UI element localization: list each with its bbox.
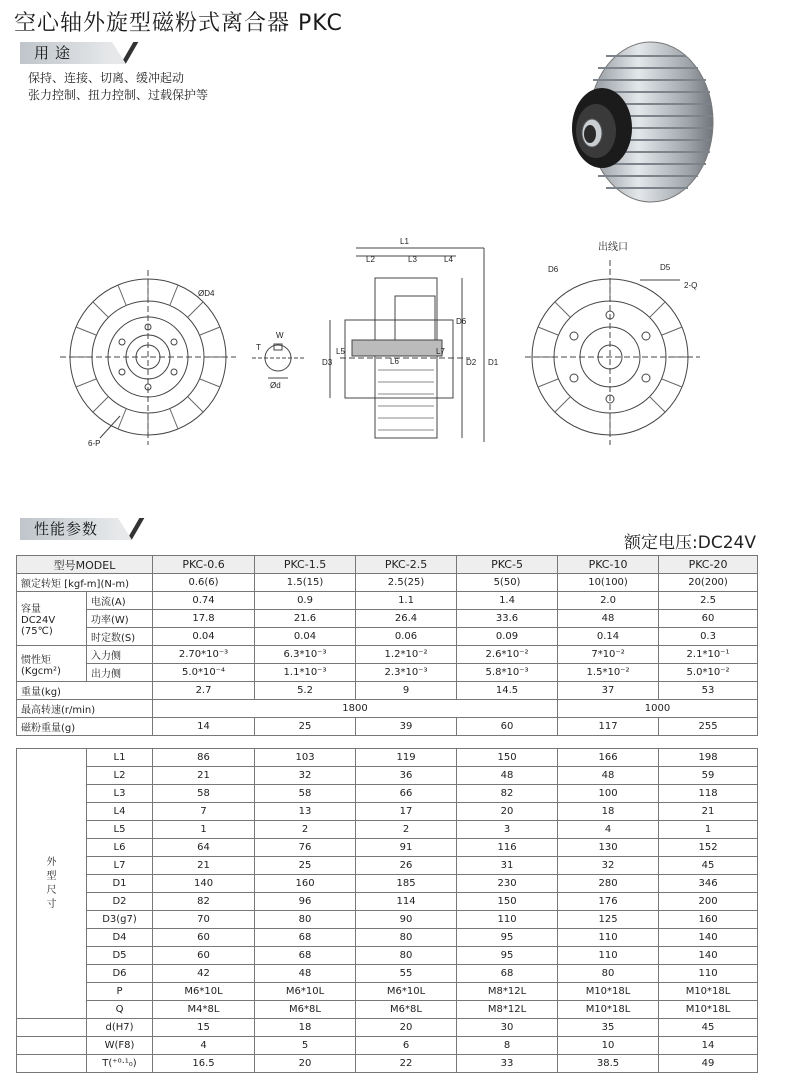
- table-cell: 160: [255, 875, 356, 893]
- row-label: 额定转矩 [kgf-m](N-m): [17, 574, 153, 592]
- table-cell: 5.0*10⁻⁴: [153, 664, 255, 682]
- table-cell: 20: [356, 1019, 457, 1037]
- table-cell: 86: [153, 749, 255, 767]
- table-cell: 0.74: [153, 592, 255, 610]
- table-cell: 5.2: [255, 682, 356, 700]
- table-cell: 53: [659, 682, 758, 700]
- table-cell: 0.6(6): [153, 574, 255, 592]
- table-cell: 59: [659, 767, 758, 785]
- row-label: Q: [87, 1001, 153, 1019]
- label-l5: L5: [336, 347, 345, 356]
- table-cell: 2.0: [558, 592, 659, 610]
- label-2q: 2-Q: [684, 281, 698, 290]
- table-cell: 68: [255, 947, 356, 965]
- header-model-name: PKC-10: [558, 556, 659, 574]
- label-d6-right: D6: [548, 265, 559, 274]
- table-cell: 82: [153, 893, 255, 911]
- label-d2: D2: [466, 358, 477, 367]
- table-cell: 5(50): [457, 574, 558, 592]
- table-cell: 1: [153, 821, 255, 839]
- table-cell: 198: [659, 749, 758, 767]
- label-d4: ØD4: [198, 289, 215, 298]
- table-row: [17, 556, 758, 574]
- table-cell: 91: [356, 839, 457, 857]
- table-cell: 1: [659, 821, 758, 839]
- table-cell: 80: [558, 965, 659, 983]
- table-cell: 176: [558, 893, 659, 911]
- spacer: [17, 1037, 87, 1055]
- table-cell: 60: [153, 947, 255, 965]
- table-row: [17, 664, 758, 682]
- table-cell: 1.4: [457, 592, 558, 610]
- table-cell: 32: [255, 767, 356, 785]
- table-cell: 48: [558, 767, 659, 785]
- label-t: T: [256, 343, 261, 352]
- table-row: [17, 749, 758, 767]
- table-cell: 0.3: [659, 628, 758, 646]
- spacer: [457, 736, 558, 749]
- table-cell: 36: [356, 767, 457, 785]
- table-cell: 21.6: [255, 610, 356, 628]
- table-cell: 7*10⁻²: [558, 646, 659, 664]
- table-cell: 45: [659, 1019, 758, 1037]
- table-cell: 26: [356, 857, 457, 875]
- header-model-name: PKC-2.5: [356, 556, 457, 574]
- table-row: [17, 875, 758, 893]
- table-cell: 130: [558, 839, 659, 857]
- table-cell: 25: [255, 718, 356, 736]
- table-cell: 200: [659, 893, 758, 911]
- row-label: 最高转速(r/min): [17, 700, 153, 718]
- table-cell: 100: [558, 785, 659, 803]
- table-cell: 346: [659, 875, 758, 893]
- label-l6: L6: [390, 357, 399, 366]
- label-l2: L2: [366, 255, 375, 264]
- max-speed-b: 1000: [558, 700, 758, 718]
- table-cell: 20: [457, 803, 558, 821]
- table-row: [17, 821, 758, 839]
- table-cell: 255: [659, 718, 758, 736]
- table-cell: 48: [255, 965, 356, 983]
- table-cell: 2.6*10⁻²: [457, 646, 558, 664]
- header-model-name: PKC-20: [659, 556, 758, 574]
- table-cell: 95: [457, 947, 558, 965]
- table-cell: 30: [457, 1019, 558, 1037]
- table-cell: 18: [558, 803, 659, 821]
- row-label: 入力侧: [87, 646, 153, 664]
- table-cell: 0.04: [255, 628, 356, 646]
- table-cell: 64: [153, 839, 255, 857]
- label-outlet: 出线口: [598, 242, 628, 253]
- row-label: 功率(W): [87, 610, 153, 628]
- table-cell: 150: [457, 749, 558, 767]
- table-cell: 45: [659, 857, 758, 875]
- table-cell: 117: [558, 718, 659, 736]
- product-photo: [566, 36, 716, 208]
- table-row: [17, 1001, 758, 1019]
- table-cell: 119: [356, 749, 457, 767]
- usage-text: [28, 70, 208, 104]
- table-cell: 2: [255, 821, 356, 839]
- table-row: [17, 767, 758, 785]
- table-cell: 21: [153, 857, 255, 875]
- table-cell: 150: [457, 893, 558, 911]
- label-d: Ød: [270, 381, 281, 390]
- table-cell: 1.2*10⁻²: [356, 646, 457, 664]
- table-cell: 1.1*10⁻³: [255, 664, 356, 682]
- table-cell: 70: [153, 911, 255, 929]
- table-cell: 80: [356, 947, 457, 965]
- spacer: [659, 736, 758, 749]
- row-label: d(H7): [87, 1019, 153, 1037]
- table-cell: 5.0*10⁻²: [659, 664, 758, 682]
- usage-heading-text: 用途: [34, 44, 77, 62]
- table-cell: 14: [659, 1037, 758, 1055]
- table-cell: 4: [153, 1037, 255, 1055]
- table-cell: M8*12L: [457, 1001, 558, 1019]
- table-cell: 58: [255, 785, 356, 803]
- table-cell: 6: [356, 1037, 457, 1055]
- table-cell: 55: [356, 965, 457, 983]
- table-cell: 31: [457, 857, 558, 875]
- table-cell: 39: [356, 718, 457, 736]
- row-label: 重量(kg): [17, 682, 153, 700]
- table-cell: 125: [558, 911, 659, 929]
- technical-drawings: [0, 220, 800, 490]
- header-model-name: PKC-0.6: [153, 556, 255, 574]
- table-row: [17, 983, 758, 1001]
- row-label: 磁粉重量(g): [17, 718, 153, 736]
- table-cell: 37: [558, 682, 659, 700]
- table-cell: M6*10L: [153, 983, 255, 1001]
- table-cell: 185: [356, 875, 457, 893]
- spec-table: [16, 555, 758, 1073]
- table-cell: 140: [153, 875, 255, 893]
- label-d3: D3: [322, 358, 333, 367]
- label-l3: L3: [408, 255, 417, 264]
- rated-voltage: 额定电压:DC24V: [624, 533, 756, 553]
- table-cell: 26.4: [356, 610, 457, 628]
- spacer: [356, 736, 457, 749]
- row-label: L2: [87, 767, 153, 785]
- row-label: W(F8): [87, 1037, 153, 1055]
- spacer: [17, 736, 87, 749]
- table-cell: M6*8L: [356, 1001, 457, 1019]
- row-label: L7: [87, 857, 153, 875]
- table-row: [17, 610, 758, 628]
- spacer: [87, 736, 153, 749]
- table-row: [17, 803, 758, 821]
- table-cell: 8: [457, 1037, 558, 1055]
- table-cell: 80: [255, 911, 356, 929]
- table-row: [17, 947, 758, 965]
- table-row: [17, 1055, 758, 1073]
- table-cell: 5.8*10⁻³: [457, 664, 558, 682]
- table-cell: 48: [457, 767, 558, 785]
- table-cell: 114: [356, 893, 457, 911]
- row-label: D1: [87, 875, 153, 893]
- table-cell: 16.5: [153, 1055, 255, 1073]
- table-cell: 230: [457, 875, 558, 893]
- table-cell: 35: [558, 1019, 659, 1037]
- header-model-name: PKC-5: [457, 556, 558, 574]
- usage-line: 张力控制、扭力控制、过载保护等: [28, 88, 209, 102]
- table-cell: 20: [255, 1055, 356, 1073]
- table-cell: 32: [558, 857, 659, 875]
- row-label: 时定数(S): [87, 628, 153, 646]
- table-cell: 0.06: [356, 628, 457, 646]
- table-cell: 14: [153, 718, 255, 736]
- table-cell: 160: [659, 911, 758, 929]
- label-l7: L7: [436, 347, 445, 356]
- table-cell: 18: [255, 1019, 356, 1037]
- table-cell: M6*10L: [255, 983, 356, 1001]
- table-cell: 76: [255, 839, 356, 857]
- row-label: D3(g7): [87, 911, 153, 929]
- table-cell: 49: [659, 1055, 758, 1073]
- row-label: L5: [87, 821, 153, 839]
- table-row: [17, 718, 758, 736]
- table-cell: 17: [356, 803, 457, 821]
- row-label: T(⁺⁰·¹₀): [87, 1055, 153, 1073]
- table-cell: 0.14: [558, 628, 659, 646]
- table-cell: 66: [356, 785, 457, 803]
- table-row: [17, 785, 758, 803]
- table-cell: 33: [457, 1055, 558, 1073]
- table-row: [17, 736, 758, 749]
- table-cell: M6*8L: [255, 1001, 356, 1019]
- table-cell: 5: [255, 1037, 356, 1055]
- table-row: [17, 911, 758, 929]
- table-cell: 48: [558, 610, 659, 628]
- table-cell: 10: [558, 1037, 659, 1055]
- spacer: [17, 1019, 87, 1037]
- table-row: [17, 839, 758, 857]
- group-label: 惯性矩 (Kgcm²): [17, 646, 87, 682]
- row-label: L6: [87, 839, 153, 857]
- usage-line: 保持、连接、切离、缓冲起动: [28, 71, 185, 85]
- table-cell: 68: [457, 965, 558, 983]
- table-cell: 13: [255, 803, 356, 821]
- row-label: L4: [87, 803, 153, 821]
- table-cell: 0.9: [255, 592, 356, 610]
- row-label: 电流(A): [87, 592, 153, 610]
- table-cell: 2: [356, 821, 457, 839]
- table-row: [17, 646, 758, 664]
- max-speed-a: 1800: [153, 700, 558, 718]
- table-cell: M6*10L: [356, 983, 457, 1001]
- row-label: D6: [87, 965, 153, 983]
- table-cell: 21: [153, 767, 255, 785]
- specs-heading-text: 性能参数: [34, 520, 99, 538]
- table-cell: 118: [659, 785, 758, 803]
- header-model-name: PKC-1.5: [255, 556, 356, 574]
- table-cell: 166: [558, 749, 659, 767]
- table-cell: 42: [153, 965, 255, 983]
- table-cell: 60: [153, 929, 255, 947]
- table-cell: 280: [558, 875, 659, 893]
- table-cell: 14.5: [457, 682, 558, 700]
- table-cell: M4*8L: [153, 1001, 255, 1019]
- table-cell: 10(100): [558, 574, 659, 592]
- group-label: 外 型 尺 寸: [17, 749, 87, 1019]
- label-w: W: [276, 331, 284, 340]
- spacer: [255, 736, 356, 749]
- spacer: [153, 736, 255, 749]
- page-title: 空心轴外旋型磁粉式离合器 PKC: [14, 11, 343, 36]
- table-cell: 2.70*10⁻³: [153, 646, 255, 664]
- table-cell: 140: [659, 929, 758, 947]
- group-label: 容量 DC24V (75℃): [17, 592, 87, 646]
- table-cell: 60: [457, 718, 558, 736]
- table-cell: 2.3*10⁻³: [356, 664, 457, 682]
- table-cell: 2.7: [153, 682, 255, 700]
- table-cell: 0.09: [457, 628, 558, 646]
- table-row: [17, 893, 758, 911]
- table-cell: 60: [659, 610, 758, 628]
- label-l4: L4: [444, 255, 453, 264]
- spacer: [17, 1055, 87, 1073]
- table-row: [17, 857, 758, 875]
- table-cell: 110: [457, 911, 558, 929]
- row-label: L1: [87, 749, 153, 767]
- row-label: D2: [87, 893, 153, 911]
- table-cell: 0.04: [153, 628, 255, 646]
- table-cell: M10*18L: [659, 983, 758, 1001]
- table-row: [17, 700, 758, 718]
- table-cell: 68: [255, 929, 356, 947]
- table-row: [17, 1019, 758, 1037]
- table-cell: 110: [659, 965, 758, 983]
- table-cell: 2.5: [659, 592, 758, 610]
- table-cell: 103: [255, 749, 356, 767]
- table-cell: 9: [356, 682, 457, 700]
- table-cell: M10*18L: [659, 1001, 758, 1019]
- table-cell: 2.1*10⁻¹: [659, 646, 758, 664]
- front-view-right: [525, 260, 700, 445]
- row-label: P: [87, 983, 153, 1001]
- table-cell: 25: [255, 857, 356, 875]
- table-cell: 110: [558, 929, 659, 947]
- table-cell: 90: [356, 911, 457, 929]
- label-d5: D5: [660, 263, 671, 272]
- row-label: 出力侧: [87, 664, 153, 682]
- table-cell: 152: [659, 839, 758, 857]
- table-cell: 95: [457, 929, 558, 947]
- table-row: [17, 592, 758, 610]
- table-row: [17, 929, 758, 947]
- table-cell: M10*18L: [558, 983, 659, 1001]
- table-row: [17, 1037, 758, 1055]
- table-cell: 2.5(25): [356, 574, 457, 592]
- table-cell: 1.5*10⁻²: [558, 664, 659, 682]
- table-cell: 15: [153, 1019, 255, 1037]
- usage-heading: [20, 42, 112, 64]
- table-cell: 110: [558, 947, 659, 965]
- table-cell: 17.8: [153, 610, 255, 628]
- table-cell: 6.3*10⁻³: [255, 646, 356, 664]
- table-cell: 80: [356, 929, 457, 947]
- row-label: L3: [87, 785, 153, 803]
- label-d6: D6: [456, 317, 467, 326]
- table-cell: 33.6: [457, 610, 558, 628]
- table-row: [17, 628, 758, 646]
- row-label: D5: [87, 947, 153, 965]
- header-model: 型号MODEL: [17, 556, 153, 574]
- label-l1: L1: [400, 237, 409, 246]
- table-cell: 3: [457, 821, 558, 839]
- table-cell: 21: [659, 803, 758, 821]
- table-cell: 116: [457, 839, 558, 857]
- spacer: [558, 736, 659, 749]
- table-cell: 58: [153, 785, 255, 803]
- table-cell: 38.5: [558, 1055, 659, 1073]
- table-cell: 82: [457, 785, 558, 803]
- specs-heading: [20, 518, 118, 540]
- table-row: [17, 574, 758, 592]
- table-cell: 4: [558, 821, 659, 839]
- table-cell: 1.5(15): [255, 574, 356, 592]
- table-cell: 22: [356, 1055, 457, 1073]
- label-6p: 6-P: [88, 439, 101, 448]
- label-d1: D1: [488, 358, 499, 367]
- table-cell: 1.1: [356, 592, 457, 610]
- table-cell: 140: [659, 947, 758, 965]
- table-cell: 7: [153, 803, 255, 821]
- table-row: [17, 682, 758, 700]
- side-section: [330, 248, 484, 442]
- table-cell: M8*12L: [457, 983, 558, 1001]
- table-row: [17, 965, 758, 983]
- row-label: D4: [87, 929, 153, 947]
- table-cell: M10*18L: [558, 1001, 659, 1019]
- table-cell: 96: [255, 893, 356, 911]
- table-cell: 20(200): [659, 574, 758, 592]
